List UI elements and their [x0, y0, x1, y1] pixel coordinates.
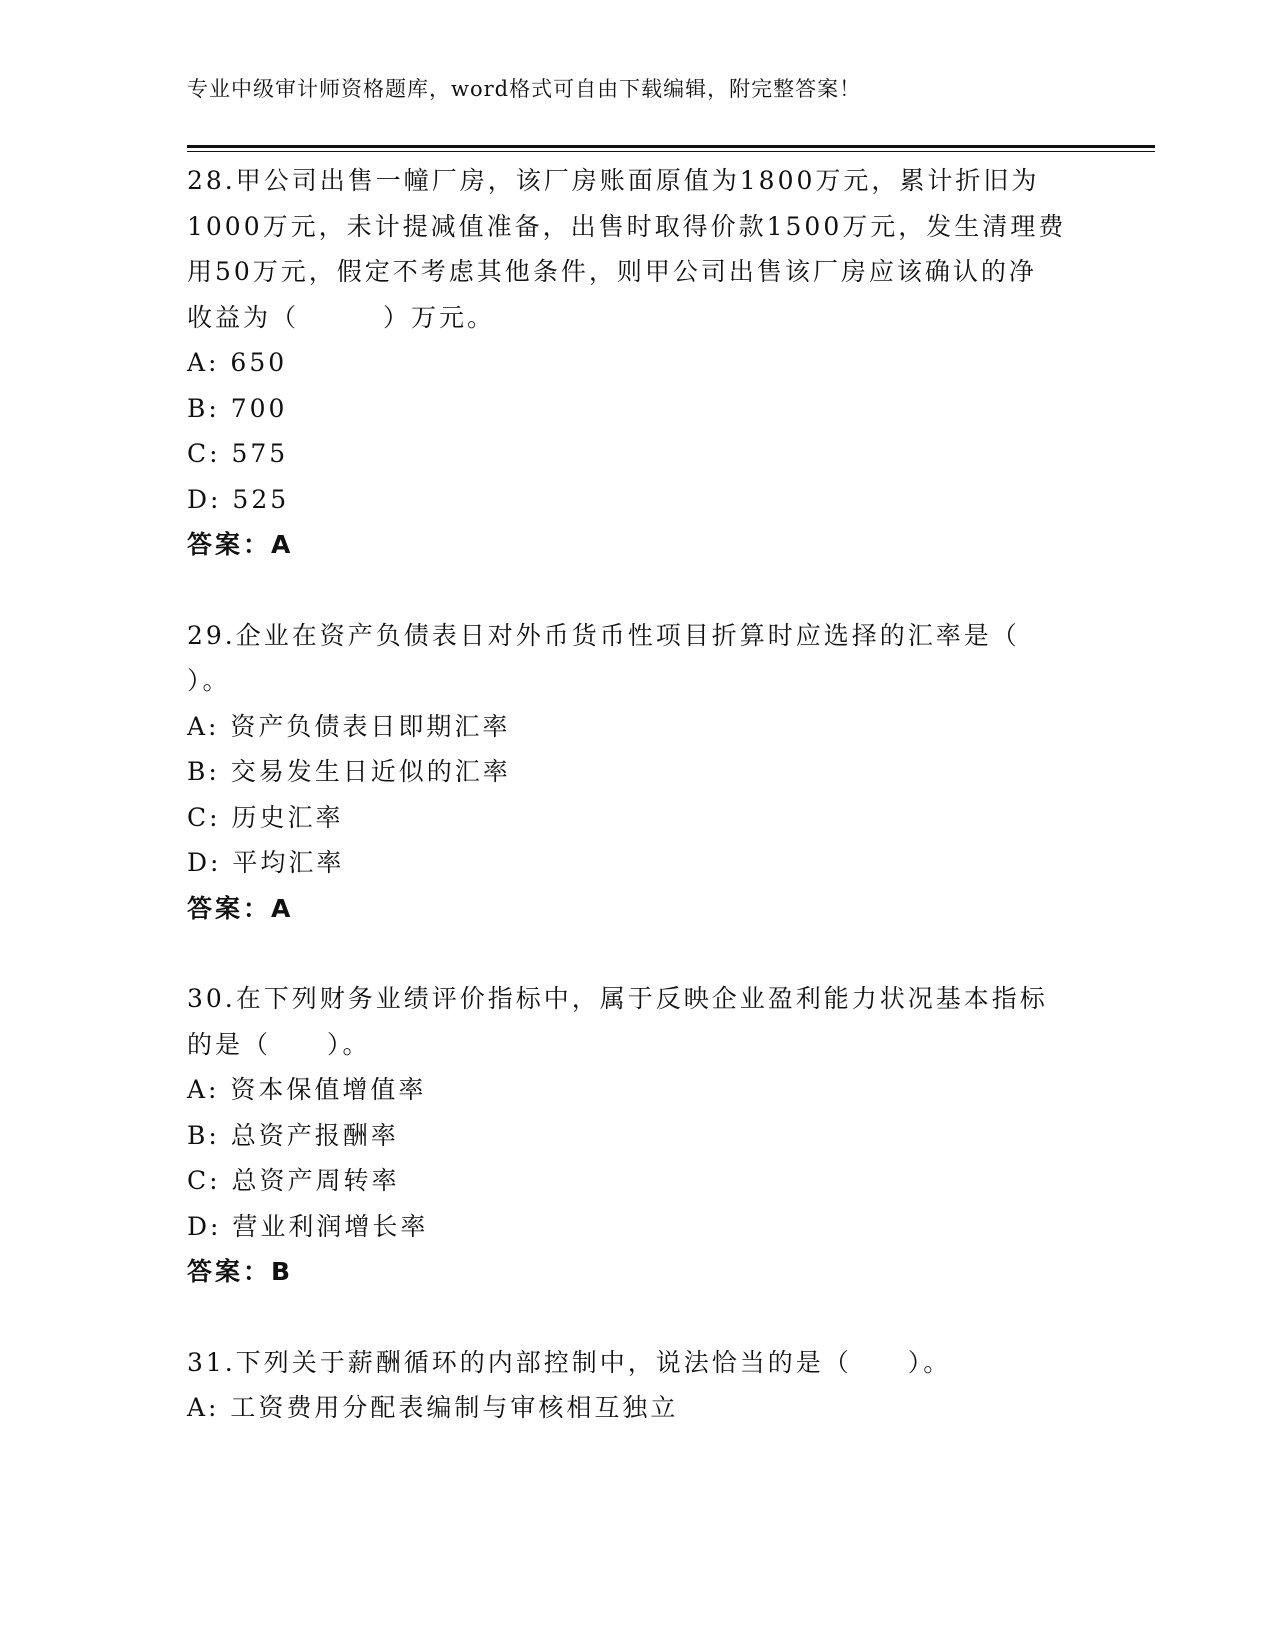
option-a: A: 资本保值增值率: [187, 1075, 427, 1104]
option-b: B: 700: [187, 393, 288, 423]
question-stem-line: 28.甲公司出售一幢厂房，该厂房账面原值为1800万元，累计折旧为: [187, 166, 1040, 195]
question-28: [187, 158, 1087, 568]
question-30: [187, 976, 1087, 1295]
question-stem-line: 29.企业在资产负债表日对外币货币性项目折算时应选择的汇率是（: [187, 620, 1020, 650]
option-d: D: 平均汇率: [187, 848, 345, 877]
option-d: D: 营业利润增长率: [187, 1211, 429, 1241]
option-c: C: 总资产周转率: [187, 1166, 400, 1195]
option-a: A: 650: [187, 348, 288, 377]
option-c: C: 历史汇率: [187, 802, 344, 832]
question-stem-line: 收益为（ ）万元。: [187, 302, 496, 332]
answer-line: 答案：A: [187, 530, 294, 559]
question-stem-line: ）。: [187, 666, 231, 695]
question-stem-line: 31.下列关于薪酬循环的内部控制中，说法恰当的是（ ）。: [187, 1347, 952, 1377]
header-rule-thick: [187, 145, 1155, 148]
page-header: 专业中级审计师资格题库，word格式可自由下载编辑，附完整答案！: [187, 77, 862, 101]
option-c: C: 575: [187, 439, 289, 468]
question-stem-line: 的是（ ）。: [187, 1029, 371, 1059]
answer-line: 答案：B: [187, 1257, 294, 1286]
header-rule-thin: [187, 151, 1155, 152]
question-31: [187, 1340, 1087, 1431]
question-stem-line: 1000万元，未计提减值准备，出售时取得价款1500万元，发生清理费: [187, 211, 1067, 241]
question-stem-line: 30.在下列财务业绩评价指标中，属于反映企业盈利能力状况基本指标: [187, 984, 1048, 1013]
option-a: A: 工资费用分配表编制与审核相互独立: [187, 1393, 679, 1422]
question-stem-line: 用50万元，假定不考虑其他条件，则甲公司出售该厂房应该确认的净: [187, 257, 1037, 286]
question-29: [187, 613, 1087, 932]
option-b: B: 总资产报酬率: [187, 1120, 399, 1150]
option-b: B: 交易发生日近似的汇率: [187, 757, 511, 786]
answer-line: 答案：A: [187, 893, 294, 923]
option-a: A: 资产负债表日即期汇率: [187, 711, 511, 741]
option-d: D: 525: [187, 484, 290, 514]
question-list: [187, 158, 1087, 1476]
